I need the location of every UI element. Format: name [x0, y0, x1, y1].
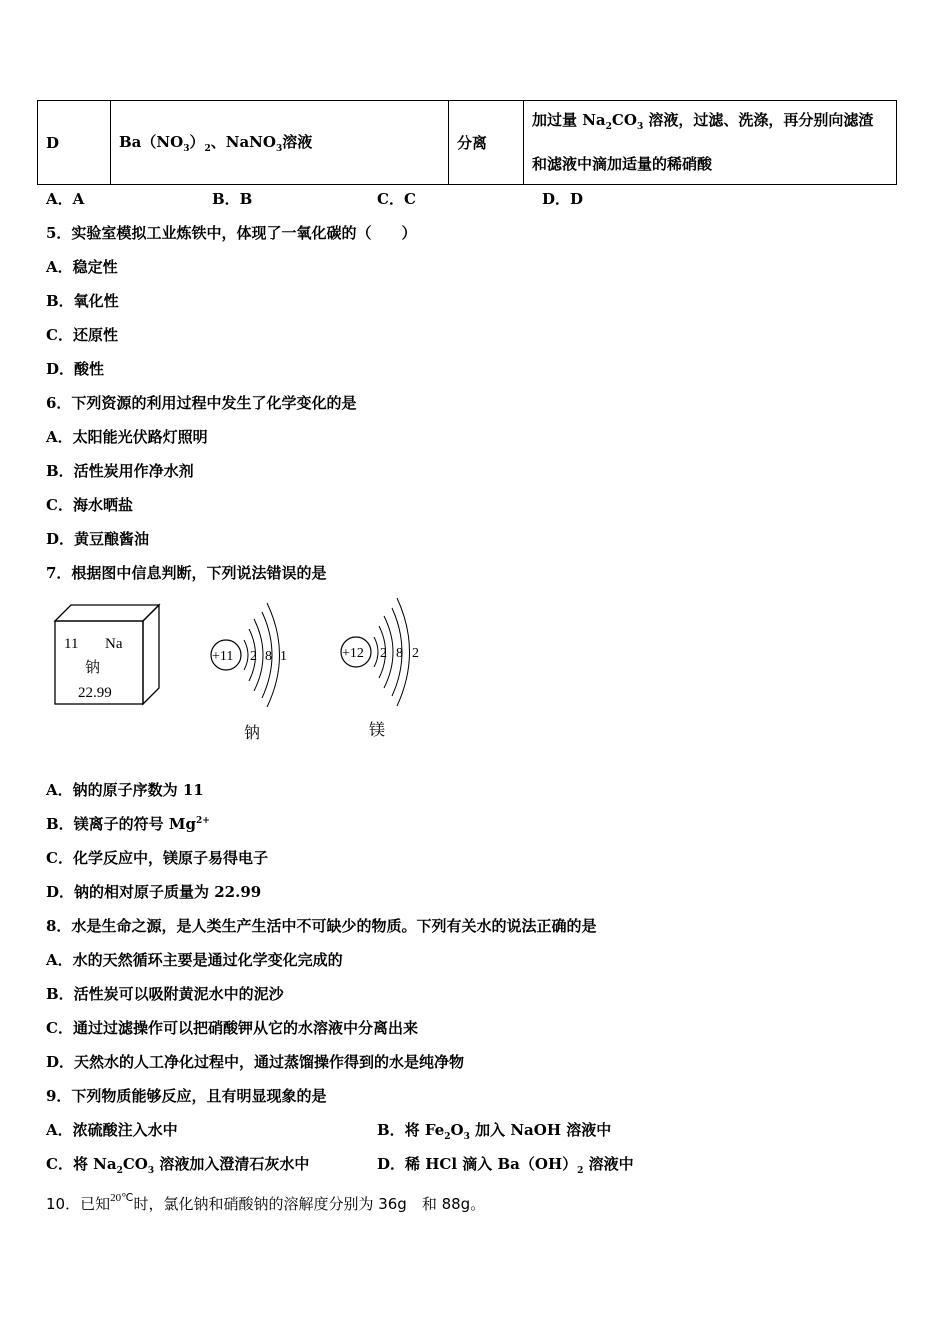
row-label: D: [38, 101, 111, 185]
na-shell-3: 1: [280, 649, 287, 664]
q5-option-c[interactable]: C．还原性: [46, 326, 118, 344]
q7-option-c[interactable]: C．化学反应中，镁原子易得电子: [46, 849, 268, 867]
na-shell-1: 2: [250, 649, 257, 664]
na-label: 钠: [244, 725, 261, 742]
cell-number: 11: [64, 636, 79, 652]
row-substance: $Ba(NO_3)_2$、NaNO$_3$溶液: [111, 101, 449, 185]
q6-option-a[interactable]: A．太阳能光伏路灯照明: [46, 428, 208, 446]
cell-symbol: Na: [105, 636, 123, 652]
row-operation: 加过量 $Na_2CO_3$ 溶液，过滤、洗涤，再分别向滤渣和滤液中滴加适量的稀硝酸: [524, 101, 897, 185]
q8-option-b[interactable]: B．活性炭可以吸附黄泥水中的泥沙: [46, 985, 284, 1003]
q4-option-c[interactable]: C．C: [377, 190, 416, 208]
mg-shell-2: 8: [396, 646, 403, 661]
q9-stem: 9．下列物质能够反应，且有明显现象的是: [46, 1087, 327, 1105]
q7-figure: [0, 590, 450, 750]
q7-stem: 7．根据图中信息判断，下列说法错误的是: [46, 564, 327, 582]
q5-option-d[interactable]: D．酸性: [46, 360, 105, 378]
q10-suffix: 时，氯化钠和硝酸钠的溶解度分别为 36g 和 88g。: [133, 1195, 486, 1213]
q7-option-d[interactable]: D．钠的相对原子质量为 22.99: [46, 883, 262, 901]
q9-option-a[interactable]: A．浓硫酸注入水中: [46, 1121, 178, 1139]
mg-shell-1: 2: [380, 646, 387, 661]
na-shell-2: 8: [265, 649, 272, 664]
row-method: 分离: [449, 101, 524, 185]
answer-table: [37, 100, 897, 185]
element-cell: [55, 605, 159, 704]
q8-option-a[interactable]: A．水的天然循环主要是通过化学变化完成的: [46, 951, 343, 969]
q7-option-b[interactable]: B．镁离子的符号 $Mg^{2+}$: [46, 815, 210, 833]
q4-option-b[interactable]: B．B: [212, 190, 253, 208]
q9-option-c[interactable]: C．将 $Na_2CO_3$ 溶液加入澄清石灰水中: [46, 1155, 310, 1176]
q4-option-d[interactable]: D．D: [542, 190, 584, 208]
sodium-atom-diagram: [211, 603, 287, 742]
q6-option-d[interactable]: D．黄豆酿酱油: [46, 530, 150, 548]
q10-stem: [46, 1193, 485, 1214]
q8-stem: 8．水是生命之源，是人类生产生活中不可缺少的物质。下列有关水的说法正确的是: [46, 917, 597, 935]
q6-option-b[interactable]: B．活性炭用作净水剂: [46, 462, 194, 480]
mg-nucleus: +12: [342, 646, 364, 661]
mg-label: 镁: [369, 722, 386, 739]
q8-option-c[interactable]: C．通过过滤操作可以把硝酸钾从它的水溶液中分离出来: [46, 1019, 418, 1037]
q8-option-d[interactable]: D．天然水的人工净化过程中，通过蒸馏操作得到的水是纯净物: [46, 1053, 465, 1071]
q9-option-d[interactable]: D．稀 HCl 滴入 $Ba(OH)_2$ 溶液中: [377, 1155, 634, 1176]
na-nucleus: +11: [212, 649, 234, 664]
q7-option-a[interactable]: A．钠的原子序数为 11: [46, 781, 204, 799]
q6-stem: 6．下列资源的利用过程中发生了化学变化的是: [46, 394, 357, 412]
q5-option-b[interactable]: B．氧化性: [46, 292, 119, 310]
q9-option-b[interactable]: B．将 $Fe_2O_3$ 加入 NaOH 溶液中: [377, 1121, 612, 1142]
q5-option-a[interactable]: A．稳定性: [46, 258, 118, 276]
cell-mass: 22.99: [78, 685, 112, 701]
q6-option-c[interactable]: C．海水晒盐: [46, 496, 133, 514]
table-row: [38, 101, 897, 185]
q4-option-a[interactable]: A．A: [46, 190, 85, 208]
magnesium-atom-diagram: [341, 598, 419, 739]
mg-shell-3: 2: [412, 646, 419, 661]
q10-prefix: 10．已知: [46, 1195, 111, 1213]
q10-temperature: 20℃: [110, 1192, 134, 1204]
cell-name: 钠: [85, 660, 101, 676]
q5-stem: 5．实验室模拟工业炼铁中，体现了一氧化碳的（ ）: [46, 224, 417, 242]
